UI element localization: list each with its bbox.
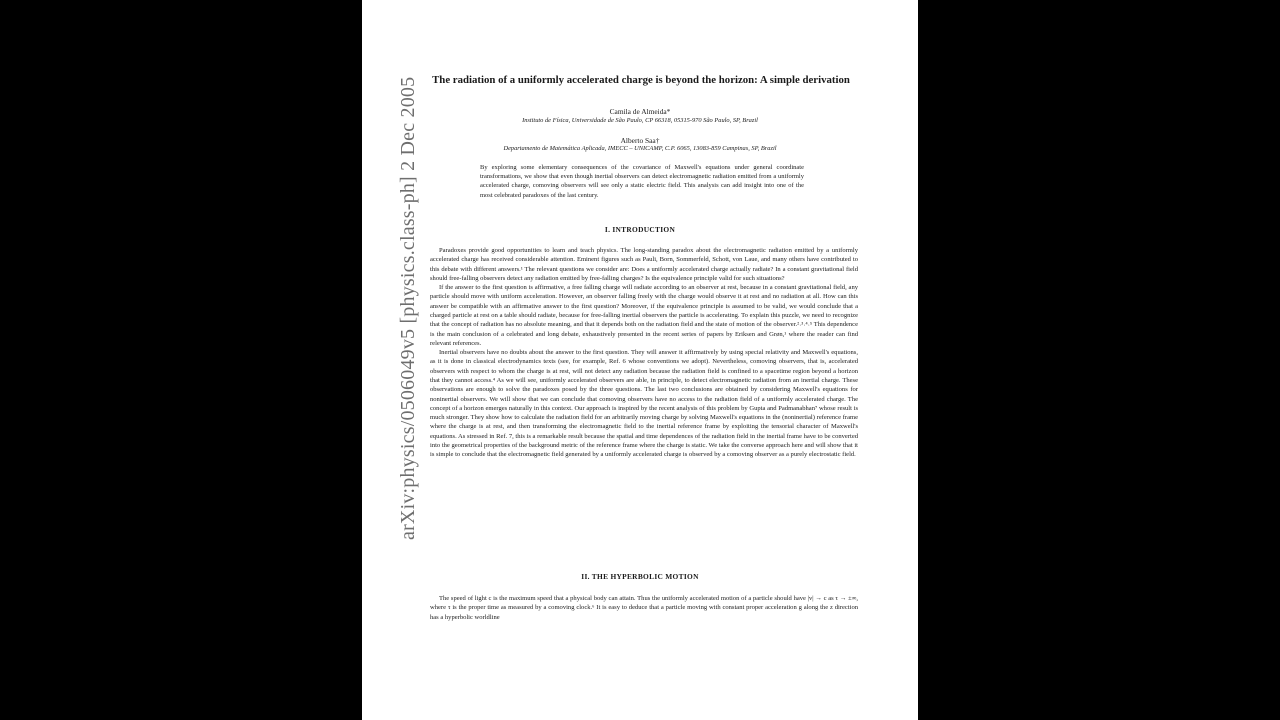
author-affiliation-1: Instituto de Física, Universidade de São Paulo, CP 66318, 05315-970 São Paulo, SP, Brazil [522, 117, 758, 124]
introduction-body [430, 246, 858, 459]
author-name-2: Alberto Saa† [620, 136, 660, 145]
paragraph-4: The speed of light c is the maximum speed that a physical body can attain. Thus the uniformly accelerated motion of a particle should have |v| → c as τ → ±∞, where τ is the proper time as measured by a comoving clock.⁶ It is easy to deduce that a particle moving with constant proper acceleration g along the z direction has a hyperbolic worldline [430, 595, 858, 621]
paper-title: The radiation of a uniformly accelerated charge is beyond the horizon: A simple derivation [432, 74, 850, 86]
section-heading-introduction: I. INTRODUCTION [604, 225, 676, 234]
abstract: By exploring some elementary consequences of the covariance of Maxwell's equations under general coordinate transformations, we show that even though inertial observers can detect electromagnetic radiation emitted from a uniformly accelerated charge, comoving observers will see only a static electric field. This analysis can add insight into one of the most celebrated paradoxes of the last century. [480, 164, 804, 199]
paragraph-2: If the answer to the first question is affirmative, a free falling charge will radiate according to an observer at rest, because in a constant gravitational field, any particle should move with uniform acceleration. However, an observer falling freely with the charge would observe it at rest and no radiation at all. How can this answer be compatible with an affirmative answer to the first question? Moreover, if the equivalence principle is assumed to be valid, we would conclude that a charged particle at rest on a table should radiate, because for free-falling inertial observers the particle is accelerating. To explain this puzzle, we need to recognize that the concept of radiation has no absolute meaning, and that it depends both on the radiation field and the state of motion of the observer.²˒³˒⁴˒⁵ This dependence is the main conclusion of a celebrated and long debate, exhaustively presented in the recent series of papers by Eriksen and Grøn,¹ where the reader can find relevant references. [430, 284, 858, 347]
section-heading-hyperbolic-motion: II. THE HYPERBOLIC MOTION [581, 572, 699, 581]
paper-page [362, 0, 918, 720]
author-name-1: Camila de Almeida* [609, 107, 671, 116]
arxiv-sidebar-stamp: arXiv:physics/0506049v5 [physics.class-ph] 2 Dec 2005 [397, 76, 419, 540]
author-affiliation-2: Departamento de Matemática Aplicada, IMECC – UNICAMP, C.P. 6065, 13083-859 Campinas, SP, Brazil [503, 145, 777, 152]
paragraph-1: Paradoxes provide good opportunities to learn and teach physics. The long-standing paradox about the electromagnetic radiation emitted by a uniformly accelerated charge has received considerable attention. Eminent figures such as Pauli, Born, Sommerfeld, Schott, von Laue, and many others have contributed to this debate with different answers.¹ The relevant questions we consider are: Does a uniformly accelerated charge actually radiate? In a constant gravitational field should free-falling observers detect any radiation emitted by free-falling charges? Is the equivalence principle valid for such situations? [430, 247, 858, 282]
paragraph-3: Inertial observers have no doubts about the answer to the first question. They will answer it affirmatively by using special relativity and Maxwell's equations, as it is done in classical electrodynamics texts (see, for example, Ref. 6 whose conventions we adopt). Nevertheless, comoving observers, that is, accelerated observers with respect to whom the charge is at rest, will not detect any radiation because the radiation field is confined to a spacetime region beyond a horizon that they cannot access.⁴ As we will see, uniformly accelerated observers are able, in principle, to detect electromagnetic radiation from an inertial charge. These observations are enough to solve the paradoxes posed by the three questions. The last two conclusions are obtained by considering Maxwell's equations for noninertial observers. We will show that we can conclude that comoving observers have no access to the radiation field of a uniformly accelerated charge. The concept of a horizon emerges naturally in this context. Our approach is inspired by the recent analysis of this problem by Gupta and Padmanabhan⁷ whose result is much stronger. They show how to calculate the radiation field for an arbitrarily moving charge by solving Maxwell's equations in the (noninertial) reference frame where the charge is at rest, and then transforming the electromagnetic field to the inertial reference frame by exploiting the tensorial character of Maxwell's equations. As stressed in Ref. 7, this is a remarkable result because the spatial and time dependences of the radiation field in the inertial frame have to be converted into the geometrical properties of the background metric of the reference frame where the charge is static. We take the converse approach here and will show that it is simple to conclude that the electromagnetic field generated by a uniformly accelerated charge is observed by a comoving observer as a purely electrostatic field. [430, 349, 858, 459]
section2-body [430, 594, 858, 622]
